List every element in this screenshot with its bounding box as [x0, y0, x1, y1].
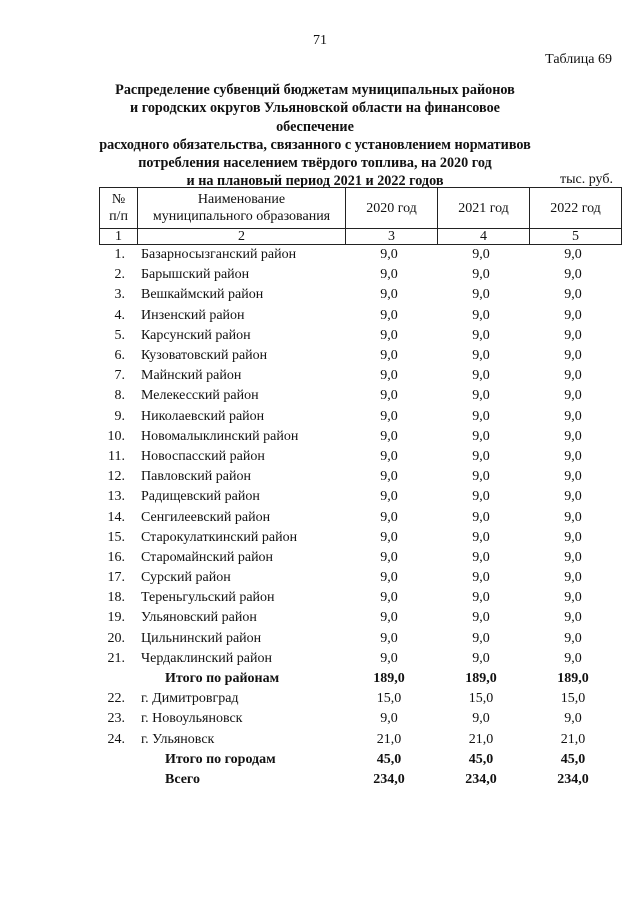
- header-num: [100, 188, 138, 229]
- value-2021: 189,0: [465, 671, 497, 687]
- value-2022: 9,0: [564, 469, 582, 485]
- value-2022: 9,0: [564, 307, 582, 323]
- value-2021: 9,0: [472, 590, 490, 606]
- value-2021: 9,0: [472, 267, 490, 283]
- column-number: 5: [530, 229, 622, 245]
- value-2021: 9,0: [472, 650, 490, 666]
- row-name: Карсунский район: [141, 327, 251, 343]
- value-2022: 9,0: [564, 630, 582, 646]
- header-num-line2: п/п: [109, 209, 128, 224]
- value-2020: 234,0: [373, 771, 405, 787]
- value-2021: 9,0: [472, 489, 490, 505]
- table-row: [99, 467, 619, 487]
- total-row: [99, 669, 619, 689]
- row-number: 16.: [107, 549, 125, 565]
- row-number: 3.: [114, 287, 125, 303]
- value-2020: 9,0: [380, 428, 398, 444]
- total-row: [99, 750, 619, 770]
- row-number: 4.: [114, 307, 125, 323]
- column-number: 1: [100, 229, 138, 245]
- row-name: Старокулаткинский район: [141, 529, 298, 545]
- value-2022: 9,0: [564, 448, 582, 464]
- value-2020: 9,0: [380, 267, 398, 283]
- row-number: 2.: [114, 267, 125, 283]
- header-2020: 2020 год: [346, 188, 438, 229]
- title-line: потребления населением твёрдого топлива, на 2020 год: [138, 155, 492, 172]
- header-2022: 2022 год: [530, 188, 622, 229]
- value-2020: 9,0: [380, 408, 398, 424]
- table-row: [99, 407, 619, 427]
- value-2020: 9,0: [380, 650, 398, 666]
- table-body: [99, 245, 619, 790]
- row-name: Цильнинский район: [141, 630, 262, 646]
- header-2021: 2021 год: [438, 188, 530, 229]
- value-2021: 9,0: [472, 469, 490, 485]
- row-name: Вешкаймский район: [141, 287, 264, 303]
- value-2022: 9,0: [564, 247, 582, 263]
- value-2021: 21,0: [468, 731, 494, 747]
- row-name: Итого по городам: [165, 751, 276, 767]
- row-number: 6.: [114, 348, 125, 364]
- table-row: [99, 285, 619, 305]
- table-row: [99, 427, 619, 447]
- table-row: [99, 346, 619, 366]
- title-line: расходного обязательства, связанного с установлением нормативов: [99, 136, 531, 153]
- table-row: [99, 487, 619, 507]
- table-row: [99, 588, 619, 608]
- header-name-line1: Наименование: [197, 192, 286, 207]
- row-number: 9.: [114, 408, 125, 424]
- row-number: 12.: [107, 469, 125, 485]
- row-number: 11.: [108, 448, 125, 464]
- page-number: 71: [313, 33, 327, 48]
- value-2020: 9,0: [380, 489, 398, 505]
- row-name: г. Ульяновск: [141, 731, 215, 747]
- value-2020: 189,0: [373, 671, 405, 687]
- table-row: [99, 689, 619, 709]
- table-label: Таблица 69: [545, 52, 612, 67]
- value-2022: 9,0: [564, 327, 582, 343]
- value-2020: 45,0: [376, 751, 402, 767]
- value-2020: 15,0: [376, 691, 402, 707]
- row-number: 8.: [114, 388, 125, 404]
- value-2022: 21,0: [560, 731, 586, 747]
- row-name: Сенгилеевский район: [141, 509, 271, 525]
- row-name: Николаевский район: [141, 408, 265, 424]
- value-2022: 9,0: [564, 590, 582, 606]
- row-name: Кузоватовский район: [141, 348, 268, 364]
- value-2021: 9,0: [472, 509, 490, 525]
- value-2022: 9,0: [564, 287, 582, 303]
- value-2022: 15,0: [560, 691, 586, 707]
- value-2021: 9,0: [472, 408, 490, 424]
- column-number: 3: [346, 229, 438, 245]
- value-2022: 9,0: [564, 650, 582, 666]
- row-number: 7.: [114, 368, 125, 384]
- total-row: [99, 770, 619, 790]
- document-title: [95, 81, 535, 191]
- row-name: Чердаклинский район: [141, 650, 272, 666]
- row-number: 19.: [107, 610, 125, 626]
- table-row: [99, 447, 619, 467]
- row-name: Старомайнский район: [141, 549, 274, 565]
- header-num-line1: №: [111, 192, 126, 207]
- value-2020: 21,0: [376, 731, 402, 747]
- table-row: [99, 366, 619, 386]
- value-2021: 45,0: [468, 751, 494, 767]
- value-2022: 9,0: [564, 610, 582, 626]
- row-number: 10.: [107, 428, 125, 444]
- row-name: Инзенский район: [141, 307, 245, 323]
- row-number: 14.: [107, 509, 125, 525]
- table-row: [99, 326, 619, 346]
- value-2022: 9,0: [564, 408, 582, 424]
- value-2022: 9,0: [564, 368, 582, 384]
- row-number: 5.: [114, 327, 125, 343]
- value-2021: 9,0: [472, 610, 490, 626]
- row-name: г. Димитровград: [141, 691, 239, 707]
- value-2020: 9,0: [380, 448, 398, 464]
- value-2022: 9,0: [564, 428, 582, 444]
- value-2021: 9,0: [472, 287, 490, 303]
- column-number: 4: [438, 229, 530, 245]
- table-row: [99, 629, 619, 649]
- row-number: 13.: [107, 489, 125, 505]
- value-2020: 9,0: [380, 307, 398, 323]
- value-2021: 9,0: [472, 630, 490, 646]
- value-2020: 9,0: [380, 610, 398, 626]
- value-2021: 9,0: [472, 711, 490, 727]
- table-row: [99, 608, 619, 628]
- value-2022: 9,0: [564, 267, 582, 283]
- value-2021: 9,0: [472, 428, 490, 444]
- value-2021: 9,0: [472, 368, 490, 384]
- value-2020: 9,0: [380, 368, 398, 384]
- value-2020: 9,0: [380, 549, 398, 565]
- value-2020: 9,0: [380, 590, 398, 606]
- row-name: Итого по районам: [165, 671, 280, 687]
- value-2021: 9,0: [472, 529, 490, 545]
- row-name: Сурский район: [141, 570, 231, 586]
- table-row: [99, 507, 619, 527]
- row-name: Радищевский район: [141, 489, 260, 505]
- value-2022: 45,0: [560, 751, 586, 767]
- units-label: тыс. руб.: [560, 172, 613, 187]
- value-2021: 15,0: [468, 691, 494, 707]
- table-row: [99, 245, 619, 265]
- table-row: [99, 649, 619, 669]
- row-number: 23.: [107, 711, 125, 727]
- value-2020: 9,0: [380, 388, 398, 404]
- row-number: 20.: [107, 630, 125, 646]
- title-line: Распределение субвенций бюджетам муниципальных районов: [115, 82, 515, 98]
- value-2022: 9,0: [564, 711, 582, 727]
- value-2022: 9,0: [564, 509, 582, 525]
- value-2020: 9,0: [380, 287, 398, 303]
- row-name: г. Новоульяновск: [141, 711, 243, 727]
- title-line: и на плановый период 2021 и 2022 годов: [186, 173, 444, 190]
- row-name: Майнский район: [141, 368, 242, 384]
- row-name: Тереньгульский район: [141, 590, 275, 606]
- table-row: [99, 568, 619, 588]
- row-number: 22.: [107, 691, 125, 707]
- value-2022: 9,0: [564, 388, 582, 404]
- row-name: Всего: [165, 771, 200, 787]
- value-2021: 9,0: [472, 307, 490, 323]
- row-number: 21.: [107, 650, 125, 666]
- row-name: Новоспасский район: [141, 448, 265, 464]
- value-2020: 9,0: [380, 711, 398, 727]
- value-2021: 9,0: [472, 448, 490, 464]
- table-row: [99, 709, 619, 729]
- value-2021: 9,0: [472, 247, 490, 263]
- value-2020: 9,0: [380, 630, 398, 646]
- value-2021: 9,0: [472, 549, 490, 565]
- value-2021: 9,0: [472, 327, 490, 343]
- row-number: 24.: [107, 731, 125, 747]
- column-number: 2: [138, 229, 346, 245]
- table-header: [99, 187, 622, 245]
- value-2022: 9,0: [564, 570, 582, 586]
- value-2020: 9,0: [380, 529, 398, 545]
- value-2021: 9,0: [472, 388, 490, 404]
- value-2022: 9,0: [564, 549, 582, 565]
- row-number: 18.: [107, 590, 125, 606]
- table-row: [99, 386, 619, 406]
- table-row: [99, 730, 619, 750]
- value-2020: 9,0: [380, 348, 398, 364]
- row-name: Ульяновский район: [141, 610, 257, 626]
- row-number: 1.: [114, 247, 125, 263]
- header-name-line2: муниципального образования: [152, 209, 331, 224]
- table-row: [99, 528, 619, 548]
- value-2022: 9,0: [564, 489, 582, 505]
- value-2020: 9,0: [380, 247, 398, 263]
- row-name: Базарносызганский район: [141, 247, 297, 263]
- row-name: Новомалыклинский район: [141, 428, 299, 444]
- row-name: Барышский район: [141, 267, 250, 283]
- row-name: Павловский район: [141, 469, 251, 485]
- table-row: [99, 306, 619, 326]
- value-2022: 234,0: [557, 771, 589, 787]
- value-2022: 9,0: [564, 529, 582, 545]
- value-2021: 234,0: [465, 771, 497, 787]
- value-2021: 9,0: [472, 348, 490, 364]
- value-2021: 9,0: [472, 570, 490, 586]
- title-line: и городских округов Ульяновской области на финансовое обеспечение: [130, 100, 500, 135]
- value-2022: 189,0: [557, 671, 589, 687]
- row-number: 17.: [107, 570, 125, 586]
- value-2020: 9,0: [380, 469, 398, 485]
- row-name: Мелекесский район: [141, 388, 259, 404]
- table-row: [99, 265, 619, 285]
- value-2020: 9,0: [380, 570, 398, 586]
- value-2020: 9,0: [380, 327, 398, 343]
- table-row: [99, 548, 619, 568]
- value-2022: 9,0: [564, 348, 582, 364]
- value-2020: 9,0: [380, 509, 398, 525]
- row-number: 15.: [107, 529, 125, 545]
- header-name: [138, 188, 346, 229]
